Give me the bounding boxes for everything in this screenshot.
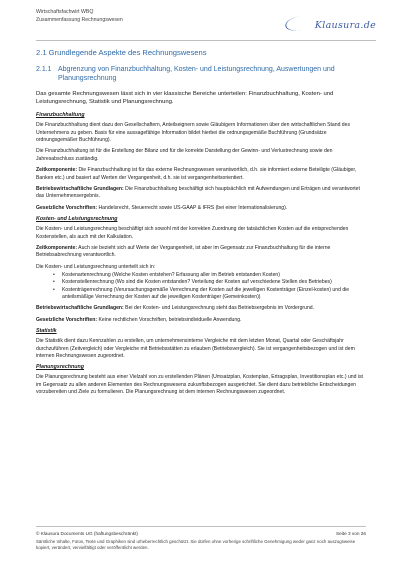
grundlagen-text: Bei der Kosten- und Leistungsrechnung steht das Betriebsergebnis im Vordergrund. xyxy=(123,305,315,312)
subsection-number: 2.1.1 xyxy=(36,66,52,73)
intro-paragraph: Das gesamte Rechnungswesen lässt sich in vier klassische Bereiche unterteilen: Finanzbuchhaltung, Kosten- und Leistungsrechnung, Statistik und Planungsrechnung. xyxy=(36,91,334,106)
footer-divider xyxy=(36,526,366,527)
zeitkomponente-text: Auch sie bezieht sich auf Werte der Vergangenheit, ist aber im Gegensatz zur Finanzbuchhaltung für die interne Betriebsabrechnung verantwortlich. xyxy=(36,245,331,259)
statistik-paragraph: Die Statistik dient dazu Kennzahlen zu erstellen, um unternehmensinterne Vergleiche mit dem letzten Monat, Quartal oder Geschäftsjahr durchzuführen (Zeitvergleich) oder Vergleiche mit Betriebsstätten zu erlauben (Betriebsvergleich). Sie ist vergangenheitsbezogen und ist dem internen Rechnungswesen zugeordnet. xyxy=(36,338,355,359)
heading-kosten-leistungsrechnung: Kosten- und Leistungsrechnung xyxy=(36,216,118,223)
heading-finanzbuchhaltung: Finanzbuchhaltung xyxy=(36,112,85,119)
vorschriften-label: Gesetzliche Vorschriften: xyxy=(36,204,98,211)
klr-vorschriften xyxy=(36,317,366,324)
list-item: • Kostenartenrechnung (Welche Kosten entstehen? Erfassung aller im Betrieb entstanden Kosten) xyxy=(62,272,366,279)
zeitkomponente-label: Zeitkomponente: xyxy=(36,167,78,174)
list-item: • Kostenstellenrechnung (Wo sind die Kosten entstanden? Verteilung der Kosten auf verschiedene Stellen des Betriebes) xyxy=(62,279,366,286)
footer-row xyxy=(36,530,366,537)
footer-page-number: Seite 3 von 26 xyxy=(336,531,366,536)
vorschriften-text: Handelsrecht, Steuerrecht sowie US-GAAP & IFRS (bei einer Internationalisierung). xyxy=(97,204,288,211)
subsection-text: Abgrenzung von Finanzbuchhaltung, Kosten- und Leistungsrechnung, Auswertungen und Planungsrechnung xyxy=(58,66,335,82)
header-divider xyxy=(36,40,376,41)
klr-zeitkomponente xyxy=(36,245,366,260)
header-course: Wirtschaftsfachwirt WBQ xyxy=(36,9,94,15)
grundlagen-text: Die Finanzbuchhaltung beschäftigt sich hauptsächlich mit Aufwendungen und Erträgen und verantwortet das Unternehmensergebnis. xyxy=(36,186,360,200)
grundlagen-label: Betriebswirtschaftliche Grundlagen: xyxy=(36,305,124,312)
fibu-grundlagen xyxy=(36,186,366,201)
section-title: 2.1 Grundlegende Aspekte des Rechnungswesens xyxy=(36,48,207,57)
page-header xyxy=(36,8,376,42)
footer-legal-note: Sämtliche Inhalte, Fotos, Texte und Graphiken sind urheberrechtlich geschützt. Sie dürfen ohne vorherige schriftliche Genehmigung weder ganz noch auszugsweise kopiert, verändert, vervielfältigt oder veröffentlicht werden. xyxy=(36,539,356,550)
fibu-vorschriften xyxy=(36,205,366,212)
fibu-paragraph-2: Die Finanzbuchhaltung ist für die Erstellung der Bilanz und für die korrekte Darstellung der Gewinn- und Verlustrechnung sowie den Jahresabschluss zuständig. xyxy=(36,148,333,162)
klr-list-intro: Die Kosten- und Leistungsrechnung unterteilt sich in: xyxy=(36,263,156,270)
list-item: • Kostenträgerrechnung (Verursachungsgemäße Verrechnung der Kosten auf die jeweiligen Kostenträger (Einzel-kosten) und die anteilsmäßige Verrechnung der Kosten auf die jeweiligen Kostenträger (Gemeinkosten)) xyxy=(62,287,366,302)
heading-planungsrechnung: Planungsrechnung xyxy=(36,364,84,371)
main-content xyxy=(36,48,366,400)
heading-statistik: Statistik xyxy=(36,328,57,335)
zeitkomponente-label: Zeitkomponente: xyxy=(36,245,78,252)
planung-paragraph: Die Planungsrechnung besteht aus einer Vielzahl von zu erstellenden Plänen (Umsatzplan, Kostenplan, Ertragsplan, Investitionsplan etc.) und ist im Gegensatz zu allen anderen Elementen des Rechnungswesens zukunftsbezogen ausgerichtet. Sie dient dazu betriebliche Entscheidungen vorzubereiten und Ziele zu formulieren. Die Planungsrechnung ist dem internen Rechnungswesen zugeordnet. xyxy=(36,374,363,395)
klr-paragraph-1: Die Kosten- und Leistungsrechnung beschäftigt sich sowohl mit der korrekten Zuordnung der tatsächlichen Kosten auf die entsprechenden Kostenstellen, als auch mit der Kalkulation. xyxy=(36,226,349,240)
footer-copyright: © Klausura Documents UG (haftungsbeschränkt) xyxy=(36,531,138,536)
page-footer xyxy=(36,526,366,551)
vorschriften-text: Keine rechtlichen Vorschriften, betriebsindividuelle Anwendung. xyxy=(97,316,242,323)
fibu-paragraph-1: Die Finanzbuchhaltung dient dazu den Gesellschaftern, Anteilseignern sowie Gläubigern Informationen über den wirtschaftlichen Stand des Unternehmens zu geben. Basis für eine aussagefähige Information bildet hierbei die ordnungsgemäße Buchführung (Grundsätze ordnungsgemäßer Buchführung). xyxy=(36,122,351,143)
subsection-title xyxy=(36,65,366,83)
grundlagen-label: Betriebswirtschaftliche Grundlagen: xyxy=(36,186,124,193)
fibu-zeitkomponente xyxy=(36,167,366,182)
klr-grundlagen xyxy=(36,305,366,312)
klausura-logo: Klausura.de xyxy=(314,20,376,31)
zeitkomponente-text: Die Finanzbuchhaltung ist für das externe Rechnungswesen verantwortlich, d.h. sie informiert externe Beteiligte (Gläubiger, Banken etc.) und basiert auf Werten der Vergangenheit, d.h. sie ist vergangenheitsorientiert. xyxy=(36,167,357,181)
vorschriften-label: Gesetzliche Vorschriften: xyxy=(36,316,98,323)
header-subtitle: Zusammenfassung Rechnungswesen xyxy=(36,17,123,23)
klr-list xyxy=(36,272,366,301)
